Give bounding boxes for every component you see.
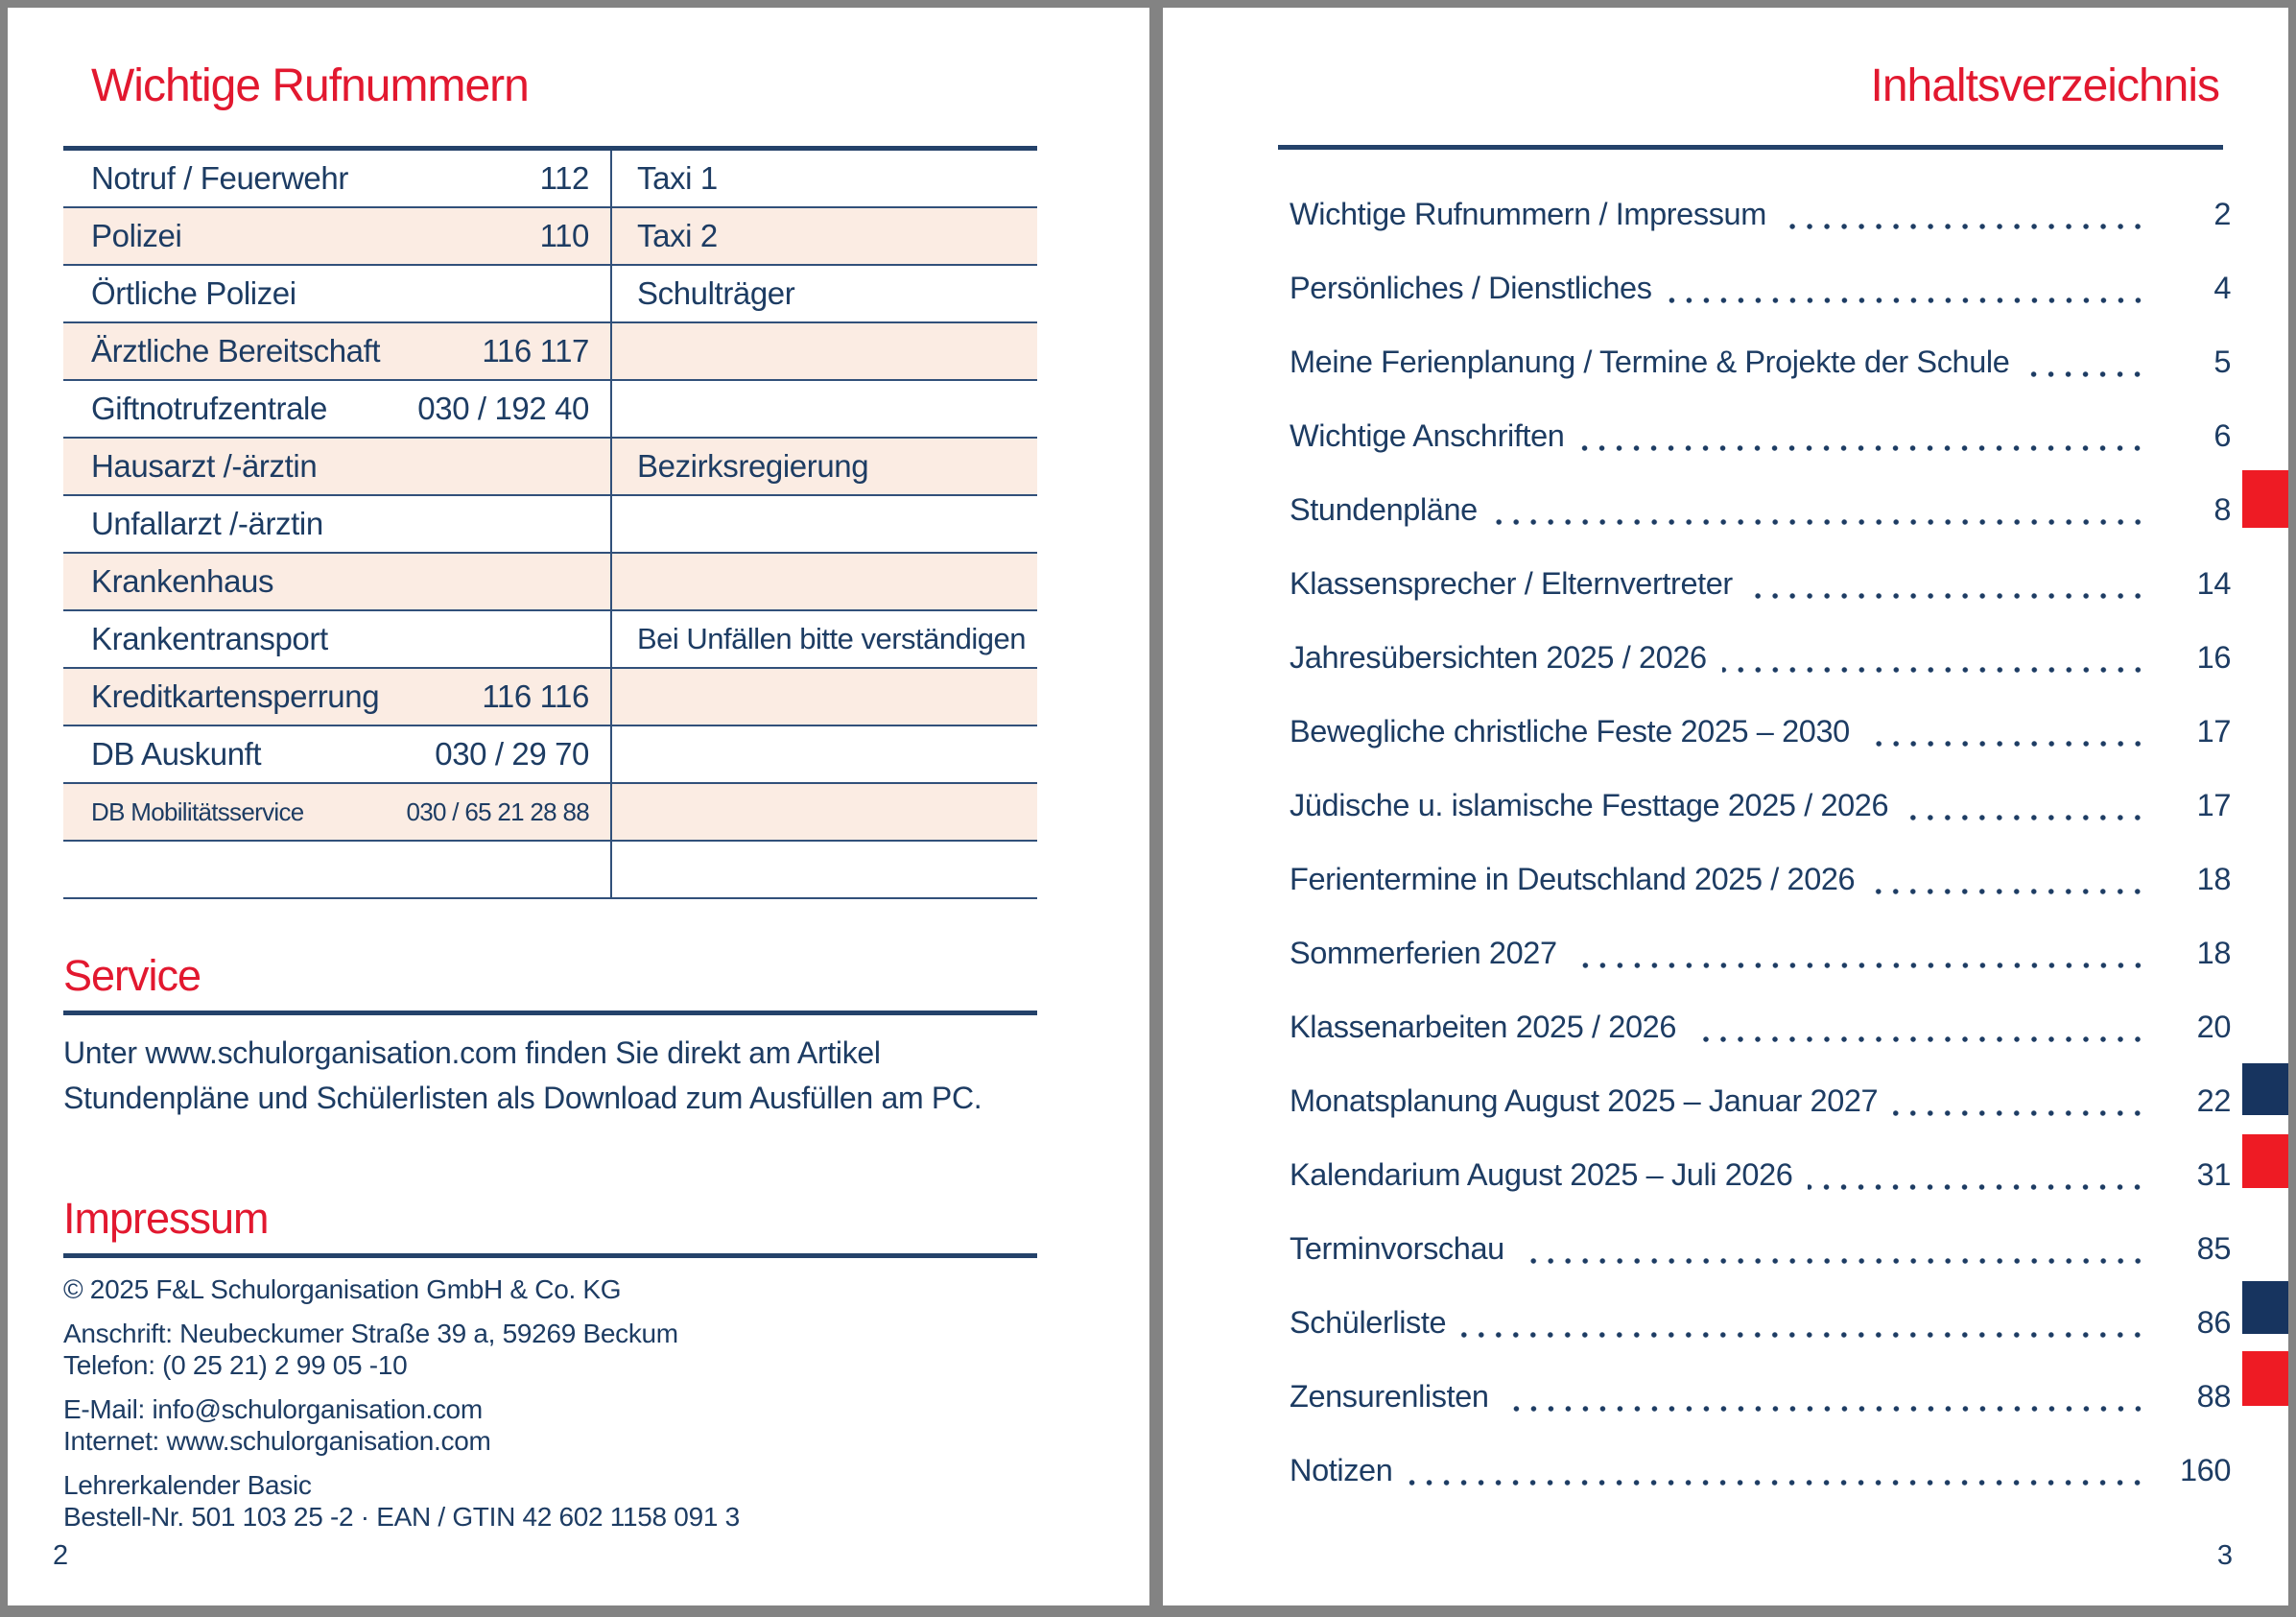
- toc-entry-label: Wichtige Rufnummern / Impressum: [1290, 197, 1766, 231]
- entry-number: 116 116: [482, 678, 589, 714]
- toc-entry-page: 16: [2196, 640, 2231, 675]
- toc-entry-page: 31: [2196, 1157, 2231, 1192]
- toc-entry-page: 2: [2213, 197, 2231, 231]
- toc-rule: [1278, 145, 2223, 150]
- entry-label: Krankenhaus: [91, 563, 274, 599]
- table-cell-right: [612, 266, 1037, 321]
- toc-entry-label: Klassensprecher / Elternvertreter: [1290, 566, 1733, 601]
- table-cell-label: [63, 842, 612, 897]
- toc-entry-label: Schülerliste: [1290, 1305, 1447, 1340]
- table-row: [63, 151, 1037, 208]
- dot-leader: [1782, 224, 2146, 229]
- toc-entry-page: 17: [2196, 788, 2231, 822]
- table-cell-label: [63, 439, 612, 494]
- service-text-line1: Unter www.schulorganisation.com finden Sie direkt am Artikel: [63, 1035, 881, 1070]
- entry-label: Unfallarzt /-ärztin: [91, 506, 323, 541]
- toc-entry-label: Kalendarium August 2025 – Juli 2026: [1290, 1157, 1793, 1192]
- toc-entry: [1290, 1138, 2231, 1212]
- impressum-email: E-Mail: info@schulorganisation.com: [63, 1394, 483, 1424]
- dot-leader: [1904, 815, 2146, 820]
- toc-entry: [1290, 399, 2231, 473]
- table-cell-label: [63, 496, 612, 552]
- entry-label: Hausarzt /-ärztin: [91, 448, 318, 484]
- entry-label: Örtliche Polizei: [91, 275, 296, 311]
- toc-entry-label: Terminvorschau: [1290, 1231, 1504, 1266]
- toc-entry-page: 22: [2196, 1083, 2231, 1118]
- table-cell-label: [63, 208, 612, 264]
- entry-label: DB Mobilitätsservice: [91, 797, 304, 826]
- left-page-title: Wichtige Rufnummern: [91, 60, 529, 111]
- table-cell-label: [63, 554, 612, 609]
- toc-entry: [1290, 251, 2231, 325]
- table-cell-label: [63, 726, 612, 782]
- table-cell-right: [612, 842, 1037, 897]
- dot-leader: [1504, 1406, 2146, 1412]
- table-cell-right: [612, 726, 1037, 782]
- table-cell-label: [63, 323, 612, 379]
- dot-leader: [1668, 297, 2146, 303]
- toc-entry: [1290, 1212, 2231, 1286]
- entry-right-text: Bezirksregierung: [637, 448, 869, 484]
- table-row: [63, 496, 1037, 554]
- entry-number: 116 117: [482, 333, 589, 369]
- table-row: [63, 208, 1037, 266]
- toc-entry-page: 88: [2196, 1379, 2231, 1414]
- dot-leader: [1579, 445, 2146, 451]
- entry-label: Ärztliche Bereitschaft: [91, 333, 381, 369]
- dot-leader: [1893, 1110, 2146, 1116]
- toc-entry-label: Stundenpläne: [1290, 492, 1478, 527]
- toc-entry-page: 14: [2196, 566, 2231, 601]
- table-cell-right: [612, 439, 1037, 494]
- dot-leader: [2024, 371, 2146, 377]
- toc-entry: [1290, 1360, 2231, 1434]
- dot-leader: [1865, 741, 2146, 747]
- table-row: [63, 784, 1037, 842]
- dot-leader: [1520, 1258, 2146, 1264]
- entry-right-text: Bei Unfällen bitte verständigen: [637, 622, 1026, 655]
- toc-entry-label: Zensurenlisten: [1290, 1379, 1489, 1414]
- toc-entry: [1290, 990, 2231, 1064]
- entry-label: Krankentransport: [91, 621, 328, 656]
- toc-entry-label: Wichtige Anschriften: [1290, 418, 1565, 453]
- toc-entry-page: 20: [2196, 1010, 2231, 1044]
- toc-title: Inhaltsverzeichnis: [1870, 60, 2219, 111]
- table-row: [63, 381, 1037, 439]
- toc-entry: [1290, 621, 2231, 695]
- table-cell-label: [63, 151, 612, 206]
- table-row: [63, 323, 1037, 381]
- dot-leader: [1692, 1036, 2146, 1042]
- table-cell-right: [612, 611, 1037, 667]
- service-rule: [63, 1011, 1037, 1015]
- page-number-right: 3: [2216, 1540, 2233, 1571]
- entry-right-text: Schulträger: [637, 275, 795, 311]
- toc-entry: [1290, 695, 2231, 769]
- impressum-copyright: © 2025 F&L Schulorganisation GmbH & Co. KG: [63, 1274, 622, 1304]
- dot-leader: [1870, 889, 2146, 894]
- dot-leader: [1408, 1480, 2146, 1486]
- toc-entry: [1290, 325, 2231, 399]
- entry-label: Giftnotrufzentrale: [91, 391, 327, 426]
- dot-leader: [1461, 1332, 2146, 1338]
- impressum-rule: [63, 1253, 1037, 1258]
- table-row: [63, 611, 1037, 669]
- table-row: [63, 669, 1037, 726]
- toc-entry-label: Ferientermine in Deutschland 2025 / 2026: [1290, 862, 1856, 896]
- table-cell-right: [612, 323, 1037, 379]
- impressum-heading: Impressum: [63, 1194, 269, 1243]
- toc-entry: [1290, 916, 2231, 990]
- table-cell-label: [63, 266, 612, 321]
- impressum-internet: Internet: www.schulorganisation.com: [63, 1426, 491, 1456]
- toc-entry-page: 5: [2213, 345, 2231, 379]
- toc-entry-page: 17: [2196, 714, 2231, 749]
- toc-entry: [1290, 178, 2231, 251]
- table-row: [63, 266, 1037, 323]
- table-cell-right: [612, 784, 1037, 840]
- table-of-contents: [1290, 178, 2231, 1508]
- page-number-left: 2: [53, 1540, 69, 1571]
- toc-entry-label: Monatsplanung August 2025 – Januar 2027: [1290, 1083, 1879, 1118]
- entry-label: DB Auskunft: [91, 736, 262, 772]
- toc-entry-page: 86: [2196, 1305, 2231, 1340]
- impressum-phone: Telefon: (0 25 21) 2 99 05 -10: [63, 1350, 408, 1380]
- table-row: [63, 726, 1037, 784]
- table-cell-right: [612, 496, 1037, 552]
- toc-entry: [1290, 1286, 2231, 1360]
- impressum-order-number: Bestell-Nr. 501 103 25 -2 · EAN / GTIN 42 602 1158 091 3: [63, 1502, 740, 1532]
- page-right: [1163, 8, 2288, 1605]
- table-cell-label: [63, 669, 612, 725]
- edge-tab-stundenplaene: [2242, 470, 2288, 528]
- impressum-address: Anschrift: Neubeckumer Straße 39 a, 59269 Beckum: [63, 1319, 678, 1348]
- page-left: [8, 8, 1149, 1605]
- toc-entry-page: 18: [2196, 936, 2231, 970]
- toc-entry-label: Notizen: [1290, 1453, 1393, 1487]
- table-row: [63, 554, 1037, 611]
- service-section: [63, 951, 1037, 1121]
- table-row: [63, 842, 1037, 899]
- entry-right-text: Taxi 1: [637, 160, 718, 196]
- dot-leader: [1808, 1184, 2146, 1190]
- entry-number: 030 / 192 40: [417, 391, 589, 426]
- toc-entry: [1290, 843, 2231, 916]
- toc-entry-page: 18: [2196, 862, 2231, 896]
- dot-leader: [1493, 519, 2146, 525]
- toc-entry: [1290, 1434, 2231, 1508]
- phone-numbers-table: [63, 146, 1037, 899]
- table-cell-right: [612, 381, 1037, 437]
- entry-number: 030 / 29 70: [435, 736, 589, 772]
- service-heading: Service: [63, 951, 201, 1000]
- toc-entry-page: 160: [2179, 1453, 2231, 1487]
- entry-number: 030 / 65 21 28 88: [406, 797, 589, 826]
- entry-label: Polizei: [91, 218, 182, 253]
- edge-tab-monatsplanung: [2242, 1063, 2288, 1115]
- toc-entry-label: Persönliches / Dienstliches: [1290, 271, 1652, 305]
- dot-leader: [1748, 593, 2146, 599]
- toc-entry-label: Meine Ferienplanung / Termine & Projekte der Schule: [1290, 345, 2010, 379]
- entry-right-text: Taxi 2: [637, 218, 718, 253]
- impressum-section: [63, 1194, 1037, 1533]
- table-row: [63, 439, 1037, 496]
- dot-leader: [1722, 667, 2146, 673]
- toc-entry-page: 6: [2213, 418, 2231, 453]
- table-cell-right: [612, 554, 1037, 609]
- impressum-product: Lehrerkalender Basic: [63, 1470, 312, 1500]
- toc-entry-label: Klassenarbeiten 2025 / 2026: [1290, 1010, 1676, 1044]
- toc-entry-label: Sommerferien 2027: [1290, 936, 1557, 970]
- entry-number: 112: [539, 160, 589, 196]
- entry-label: Kreditkartensperrung: [91, 678, 380, 714]
- toc-entry-label: Jahresübersichten 2025 / 2026: [1290, 640, 1707, 675]
- table-cell-right: [612, 208, 1037, 264]
- toc-entry: [1290, 547, 2231, 621]
- toc-entry-page: 4: [2213, 271, 2231, 305]
- edge-tab-schuelerliste: [2242, 1281, 2288, 1334]
- table-cell-label: [63, 611, 612, 667]
- toc-entry-page: 8: [2213, 492, 2231, 527]
- toc-entry-page: 85: [2196, 1231, 2231, 1266]
- table-cell-label: [63, 381, 612, 437]
- entry-number: 110: [539, 218, 589, 253]
- dot-leader: [1573, 963, 2146, 968]
- table-cell-right: [612, 669, 1037, 725]
- toc-entry-label: Jüdische u. islamische Festtage 2025 / 2026: [1290, 788, 1889, 822]
- edge-tab-zensurenlisten: [2242, 1351, 2288, 1406]
- toc-entry: [1290, 473, 2231, 547]
- entry-label: Notruf / Feuerwehr: [91, 160, 348, 196]
- service-text-line2: Stundenpläne und Schülerlisten als Download zum Ausfüllen am PC.: [63, 1081, 982, 1115]
- edge-tab-kalendarium: [2242, 1134, 2288, 1188]
- toc-entry: [1290, 1064, 2231, 1138]
- toc-entry-label: Bewegliche christliche Feste 2025 – 2030: [1290, 714, 1850, 749]
- table-cell-right: [612, 151, 1037, 206]
- table-cell-label: [63, 784, 612, 840]
- toc-entry: [1290, 769, 2231, 843]
- service-text: [63, 1031, 1037, 1121]
